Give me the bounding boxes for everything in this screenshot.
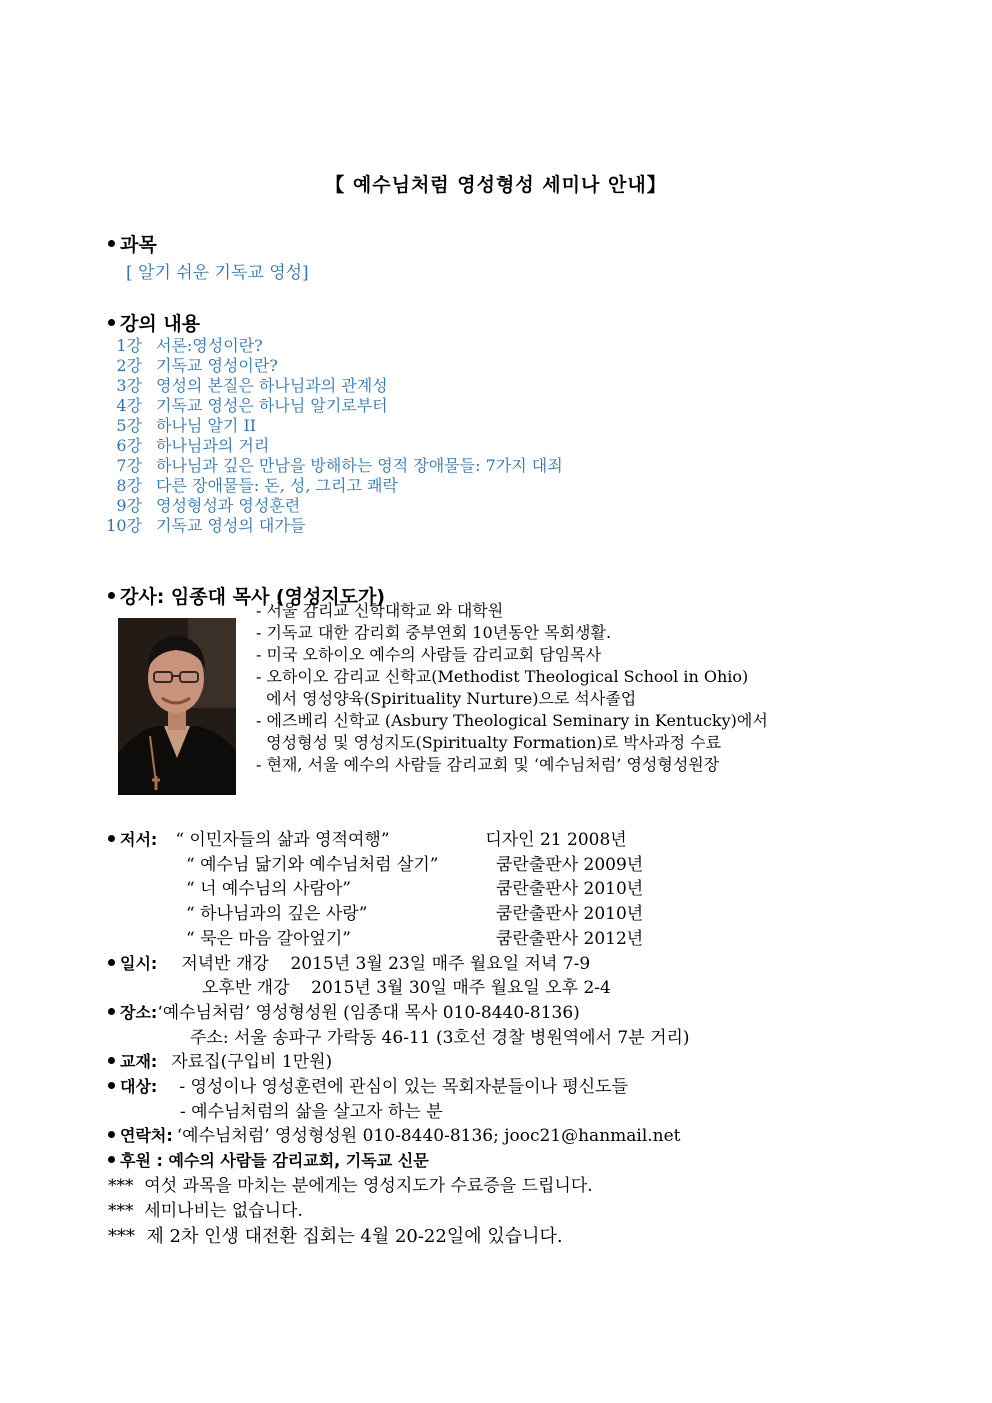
note-line: *** 여섯 과목을 마치는 분에게는 영성지도가 수료증을 드립니다. <box>108 1176 593 1196</box>
notes <box>108 1174 593 1249</box>
target-label: 대상: <box>120 1077 158 1097</box>
lecture-item <box>98 376 563 396</box>
note-line: *** 세미나비는 없습니다. <box>108 1201 303 1221</box>
speaker-bio <box>256 600 768 776</box>
lecture-item <box>98 516 563 536</box>
lecture-number: 4강 <box>116 396 142 415</box>
book-publisher: 쿰란출판사 2010년 <box>496 904 644 925</box>
page-title: 【 예수님처럼 영성형성 세미나 안내】 <box>325 174 667 196</box>
lectures-heading <box>108 309 200 336</box>
bullet-icon <box>108 592 115 599</box>
lecture-number: 1강 <box>116 336 142 355</box>
textbook-label: 교재: <box>120 1052 158 1072</box>
target-row <box>108 1075 690 1100</box>
lecture-number: 7강 <box>116 456 142 475</box>
schedule-line: 저녁반 개강 2015년 3월 23일 매주 월요일 저녁 7-9 <box>181 953 591 974</box>
lecture-title: 하나님 알기 II <box>156 416 257 435</box>
book-row <box>108 853 690 878</box>
sponsor-label: 후원 : 예수의 사람들 감리교회, 기독교 신문 <box>120 1151 429 1171</box>
schedule-row: 오후반 개강 2015년 3월 30일 매주 월요일 오후 2-4 <box>202 978 611 999</box>
bullet-icon <box>108 1057 115 1064</box>
bio-line: 에서 영성양육(Spirituality Nurture)으로 석사졸업 <box>256 689 637 708</box>
speaker-heading-label: 강사: 임종대 목사 (영성지도가) <box>120 586 386 608</box>
book-title: “ 예수님 닮기와 예수님처럼 살기” <box>186 854 439 875</box>
lecture-number: 8강 <box>116 476 142 495</box>
bullet-icon <box>108 835 115 842</box>
target-line: - 예수님처럼의 삶을 살고자 하는 분 <box>180 1101 443 1122</box>
book-title: “ 묵은 마음 갈아엎기” <box>186 928 351 949</box>
bullet-icon <box>108 959 115 966</box>
lectures-heading-label: 강의 내용 <box>120 313 201 335</box>
course-name: [ 알기 쉬운 기독교 영성] <box>126 263 309 283</box>
bullet-icon <box>108 1156 115 1163</box>
speaker-portrait-icon <box>118 618 236 795</box>
lecture-item <box>98 416 563 436</box>
lecture-number: 3강 <box>116 376 142 395</box>
speaker-photo <box>118 618 236 795</box>
lecture-title: 하나님과 깊은 만남을 방해하는 영적 장애물들: 7가지 대죄 <box>156 456 563 475</box>
bio-line: 영성형성 및 영성지도(Spiritualty Formation)로 박사과정 수료 <box>256 733 722 752</box>
schedule-label: 일시: <box>120 953 158 973</box>
bullet-icon <box>108 240 115 247</box>
bullet-icon <box>108 1008 115 1015</box>
book-title: “ 하나님과의 깊은 사랑” <box>186 904 368 925</box>
book-publisher: 쿰란출판사 2010년 <box>496 879 644 900</box>
lecture-item <box>98 476 563 496</box>
lecture-item <box>98 336 563 356</box>
textbook-row <box>108 1050 690 1075</box>
bio-line: - 서울 감리교 신학대학교 와 대학원 <box>256 601 504 620</box>
book-row <box>108 902 690 927</box>
books-section <box>108 828 690 1174</box>
lecture-item <box>98 456 563 476</box>
lecture-title: 서론:영성이란? <box>156 336 263 355</box>
book-publisher: 쿰란출판사 2012년 <box>496 928 644 949</box>
bio-line: - 기독교 대한 감리회 중부연회 10년동안 목회생활. <box>256 623 612 642</box>
lecture-title: 영성형성과 영성훈련 <box>156 496 301 515</box>
lecture-title: 영성의 본질은 하나님과의 관계성 <box>156 376 388 395</box>
contact-row <box>108 1124 690 1149</box>
bio-line: - 에즈베리 신학교 (Asbury Theological Seminary in Kentucky)에서 <box>256 711 768 730</box>
place-row <box>108 1001 690 1026</box>
lecture-item <box>98 396 563 416</box>
bullet-icon <box>108 1082 115 1089</box>
book-title: “ 이민자들의 삶과 영적여행” <box>175 830 390 850</box>
place-address: 주소: 서울 송파구 가락동 46-11 (3호선 경찰 병원역에서 7분 거리) <box>190 1027 690 1048</box>
lecture-list <box>98 336 563 536</box>
schedule-row <box>108 952 690 977</box>
book-publisher: 디자인 21 2008년 <box>485 830 627 850</box>
book-row <box>108 927 690 952</box>
contact-value: ‘예수님처럼’ 영성형성원 010-8440-8136; jooc21@hanmail.net <box>176 1126 681 1147</box>
place-label: 장소: <box>120 1002 158 1022</box>
book-publisher: 쿰란출판사 2009년 <box>496 854 644 875</box>
book-row <box>108 877 690 902</box>
bullet-icon <box>108 319 115 326</box>
bio-line: - 현재, 서울 예수의 사람들 감리교회 및 ‘예수님처럼’ 영성형성원장 <box>256 755 720 774</box>
lecture-title: 기독교 영성이란? <box>156 356 278 375</box>
lecture-number: 2강 <box>116 356 142 375</box>
lecture-number: 9강 <box>116 496 142 515</box>
lecture-title: 기독교 영성의 대가들 <box>156 516 306 535</box>
textbook-value: 자료집(구입비 1만원) <box>171 1052 333 1073</box>
lecture-number: 5강 <box>116 416 142 435</box>
lecture-item <box>98 436 563 456</box>
book-title: “ 너 예수님의 사람아” <box>186 879 351 900</box>
lecture-title: 다른 장애물들: 돈, 성, 그리고 쾌락 <box>156 476 398 495</box>
place-name: ‘예수님처럼’ 영성형성원 (임종대 목사 010-8440-8136) <box>157 1002 580 1023</box>
lecture-title: 하나님과의 거리 <box>156 436 270 455</box>
sponsor-row <box>108 1149 690 1174</box>
lecture-number: 10강 <box>106 516 142 535</box>
books-label: 저서: <box>120 830 158 849</box>
contact-label: 연락처: <box>120 1126 173 1146</box>
target-line: - 영성이나 영성훈련에 관심이 있는 목회자분들이나 평신도들 <box>179 1077 629 1098</box>
note-line: *** 제 2차 인생 대전환 집회는 4월 20-22일에 있습니다. <box>108 1226 563 1247</box>
lecture-item <box>98 496 563 516</box>
lecture-title: 기독교 영성은 하나님 알기로부터 <box>156 396 388 415</box>
lecture-item <box>98 356 563 376</box>
bio-line: - 오하이오 감리교 신학교(Methodist Theological School in Ohio) <box>256 667 749 686</box>
course-heading <box>108 230 157 257</box>
lecture-number: 6강 <box>116 436 142 455</box>
course-heading-label: 과목 <box>120 234 157 256</box>
book-row <box>108 828 690 853</box>
bullet-icon <box>108 1131 115 1138</box>
bio-line: - 미국 오하이오 예수의 사람들 감리교회 담임목사 <box>256 645 602 664</box>
